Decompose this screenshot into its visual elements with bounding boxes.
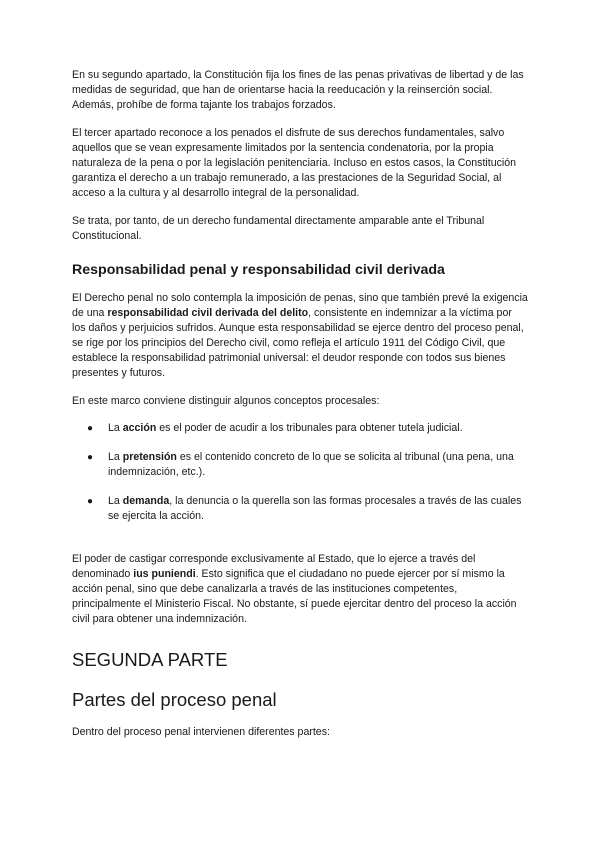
text-run: El Derecho penal no solo contempla la imposición de penas, sino que también prevé la exigencia de una bbox=[72, 292, 528, 319]
bullet-icon: ● bbox=[87, 423, 94, 434]
bold-term-responsabilidad-civil: responsabilidad civil derivada del delito bbox=[107, 307, 309, 319]
concepts-list bbox=[72, 421, 528, 524]
list-item-pretension bbox=[72, 450, 528, 480]
text-run: La bbox=[108, 422, 123, 434]
paragraph-fines-penas: En su segundo apartado, la Constitución fija los fines de las penas privativas de libertad y de las medidas de seguridad, que han de orientarse hacia la reeducación y la reinserción social. Además, prohíbe de forma tajante los trabajos forzados. bbox=[72, 69, 524, 111]
list-item-accion bbox=[72, 421, 528, 436]
bold-term-accion: acción bbox=[122, 422, 157, 434]
text-run: La bbox=[108, 451, 123, 463]
paragraph-conceptos-intro: En este marco conviene distinguir algunos conceptos procesales: bbox=[72, 395, 380, 407]
paragraph-partes-intro: Dentro del proceso penal intervienen diferentes partes: bbox=[72, 726, 330, 738]
bold-term-pretension: pretensión bbox=[122, 451, 177, 463]
bullet-icon: ● bbox=[87, 496, 94, 507]
text-run: El poder de castigar corresponde exclusivamente al Estado, que lo ejerce a través del denominado bbox=[72, 553, 476, 580]
paragraph-derecho-amparable: Se trata, por tanto, de un derecho fundamental directamente amparable ante el Tribunal Constitucional. bbox=[72, 215, 485, 242]
text-run: es el poder de acudir a los tribunales para obtener tutela judicial. bbox=[156, 422, 463, 434]
text-run: , consistente en indemnizar a la víctima por los daños y perjuicios sufridos. Aunque esta responsabilidad se ejerce dentro del proceso penal, se rige por los principios del Derecho civil, como refleja el artículo 1911 del Código Civil, que establece la responsabilidad patrimonial universal: el deudor responde con todos sus bienes presentes y futuros. bbox=[72, 307, 524, 379]
bold-term-demanda: demanda bbox=[122, 495, 170, 507]
text-run: es el contenido concreto de lo que se solicita al tribunal (una pena, una indemnización, etc.). bbox=[108, 451, 514, 478]
bullet-icon: ● bbox=[87, 452, 94, 463]
paragraph-ius-puniendi bbox=[72, 552, 528, 627]
part-title: SEGUNDA PARTE bbox=[72, 649, 228, 670]
bold-term-ius-puniendi: ius puniendi bbox=[133, 568, 196, 580]
list-item-demanda bbox=[72, 494, 528, 524]
section-title: Partes del proceso penal bbox=[72, 689, 277, 710]
text-run: , la denuncia o la querella son las formas procesales a través de las cuales se ejercita la acción. bbox=[108, 495, 522, 522]
text-run: . Esto significa que el ciudadano no puede ejercer por sí mismo la acción penal, sino que debe canalizarla a través de las instituciones competentes, principalmente el Ministerio Fiscal. No obstante, sí puede ejercitar dentro del proceso la acción civil para obtener una indemnización. bbox=[72, 568, 517, 625]
paragraph-derechos-penados: El tercer apartado reconoce a los penados el disfrute de sus derechos fundamentales, salvo aquellos que se vean expresamente limitados por la sentencia condenatoria, por la propia naturaleza de la pena o por la legislación penitenciaria. Incluso en estos casos, la Constitución garantiza el derecho a un trabajo remunerado, a las prestaciones de la Seguridad Social, al acceso a la cultura y al desarrollo integral de la personalidad. bbox=[72, 127, 517, 199]
document-page bbox=[72, 68, 528, 740]
heading-responsabilidad: Responsabilidad penal y responsabilidad civil derivada bbox=[72, 262, 445, 278]
paragraph-responsabilidad-civil bbox=[72, 291, 528, 381]
text-run: La bbox=[108, 495, 123, 507]
